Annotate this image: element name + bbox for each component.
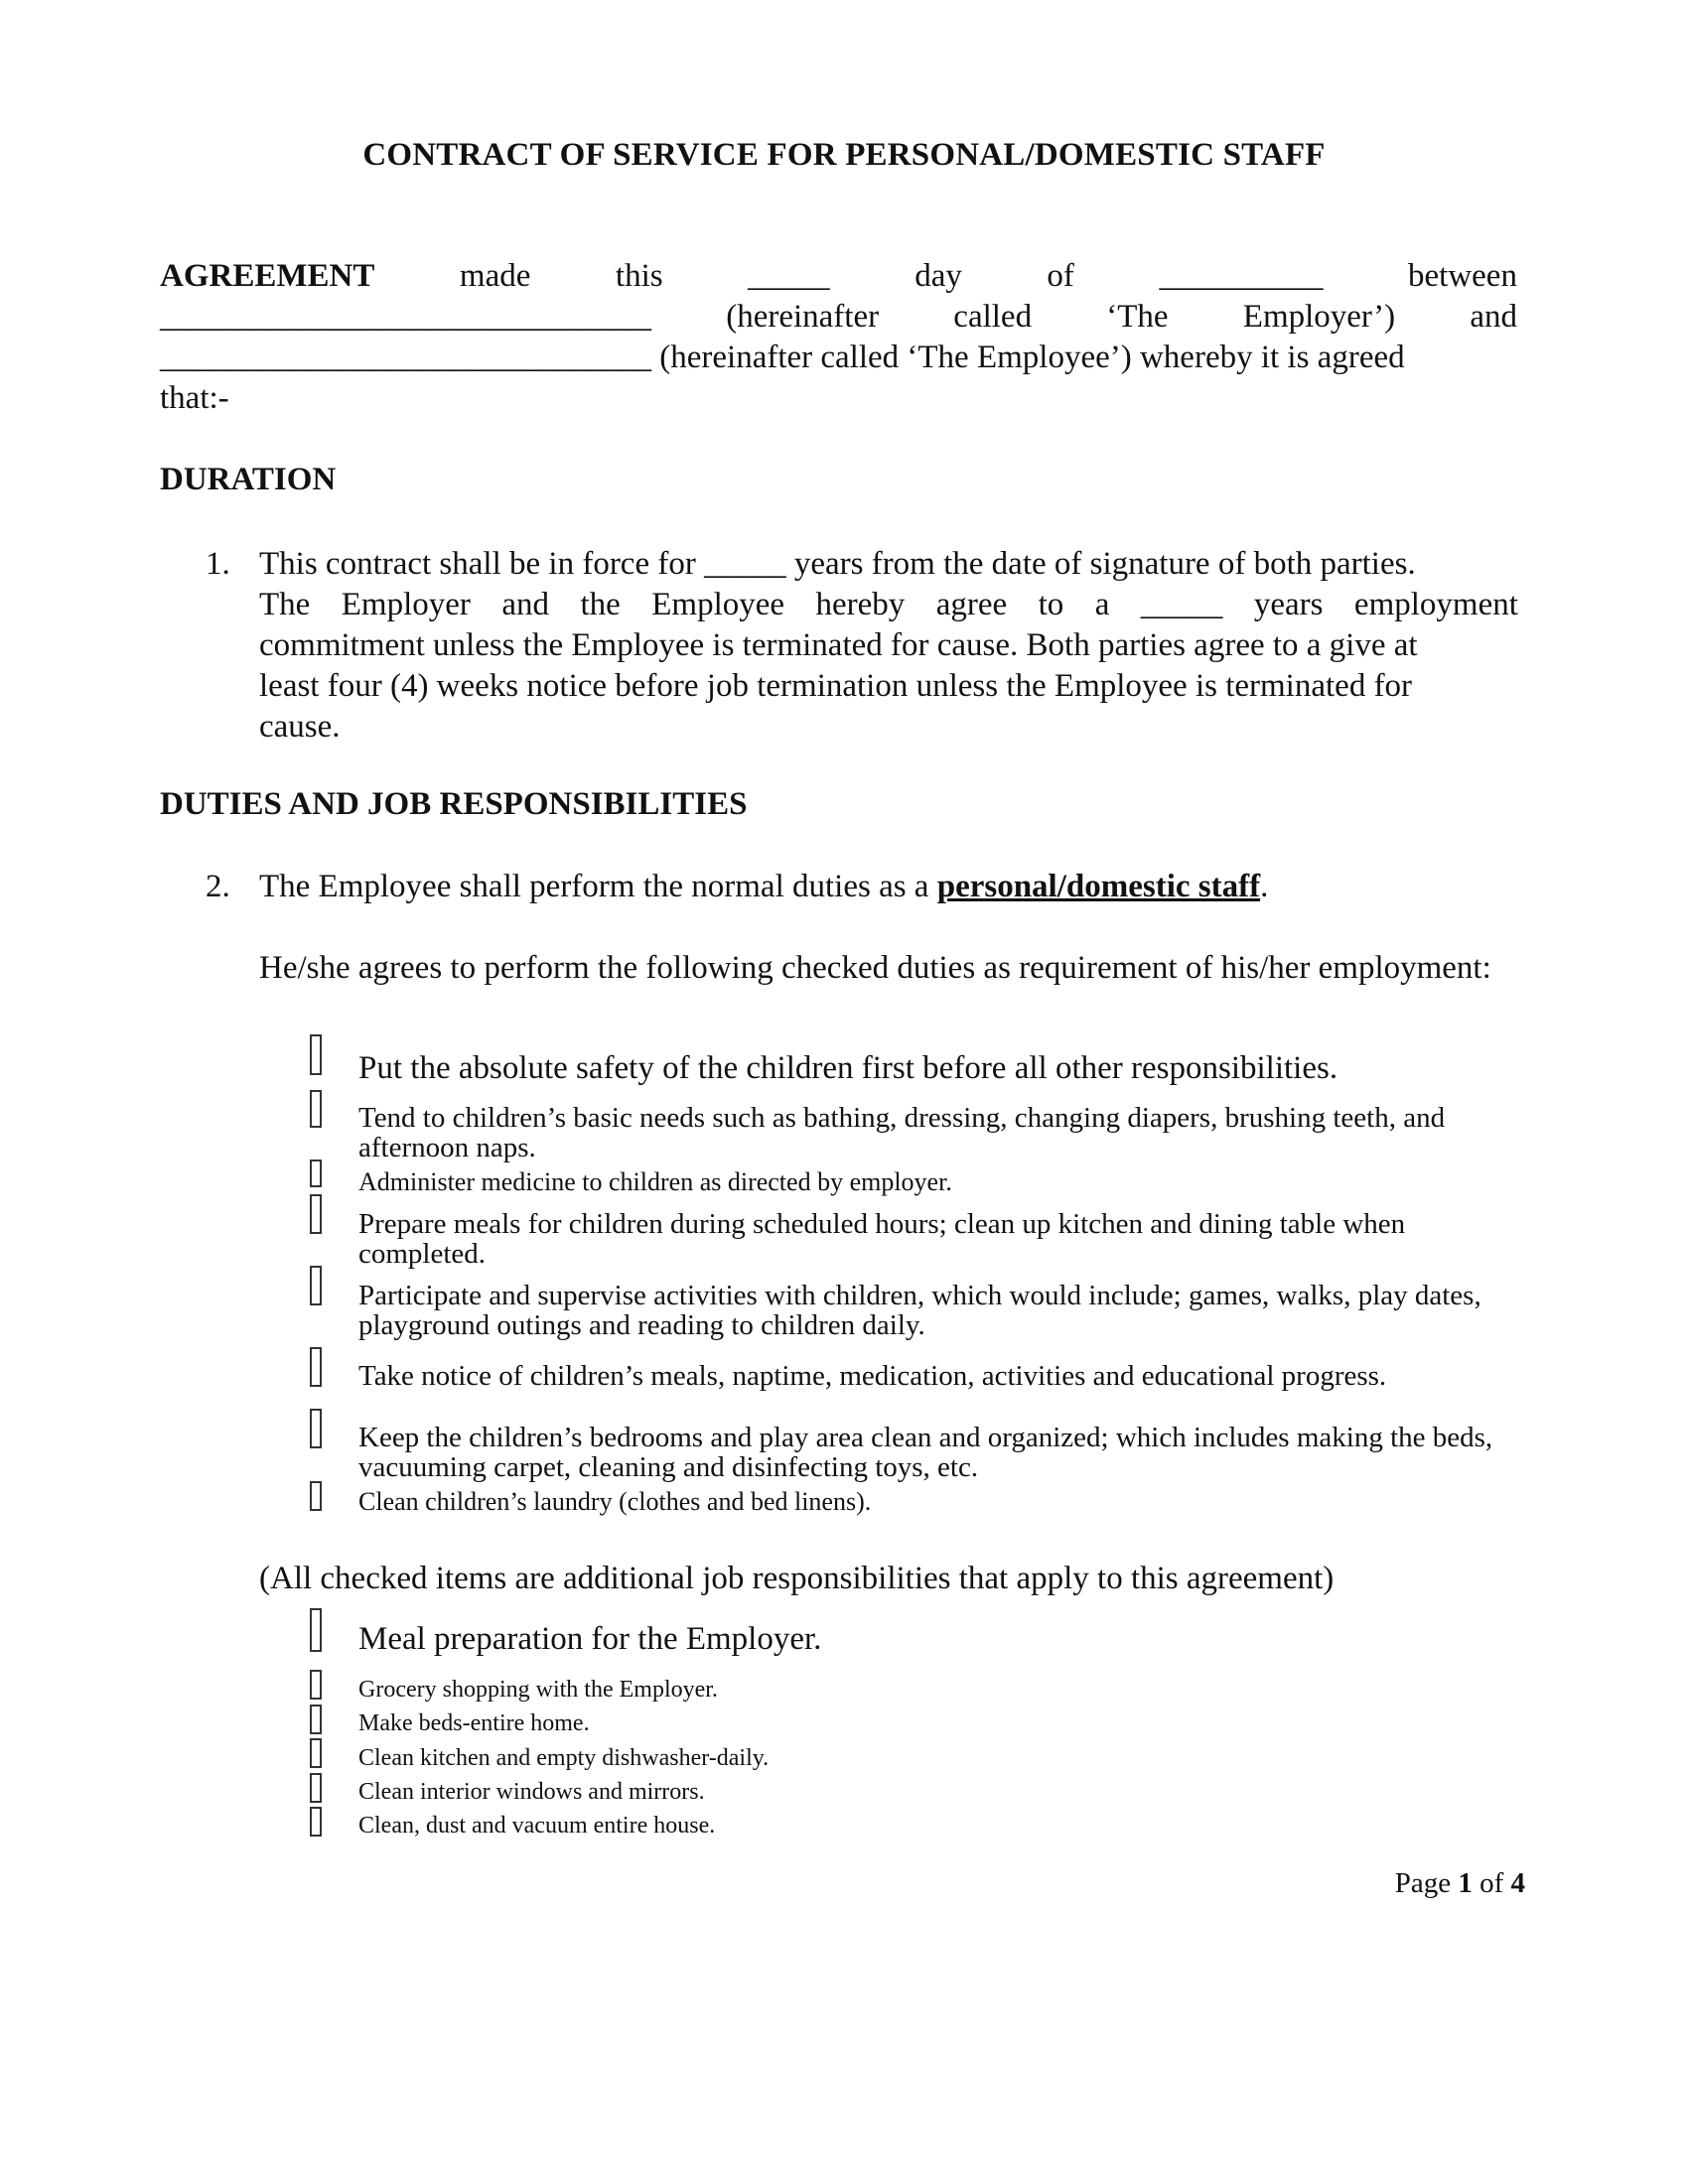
checkbox[interactable] xyxy=(310,1738,322,1768)
additional-duty-item: Make beds-entire home. xyxy=(358,1710,590,1736)
checkbox[interactable] xyxy=(310,1090,322,1128)
clause-line: This contract shall be in force for _____ years from the date of signature of both parties. xyxy=(259,546,1416,582)
additional-duty-item: Meal preparation for the Employer. xyxy=(358,1621,822,1657)
total-pages: 4 xyxy=(1510,1867,1525,1899)
additional-note: (All checked items are additional job responsibilities that apply to this agreement) xyxy=(259,1561,1335,1596)
checkbox[interactable] xyxy=(310,1670,322,1700)
agreement-word: Employer’) xyxy=(1242,299,1396,335)
duties-heading: DUTIES AND JOB RESPONSIBILITIES xyxy=(160,786,748,822)
duties-clause: 2. The Employee shall perform the normal duties as a personal/domestic staff. xyxy=(206,867,1518,907)
agreement-line-2 xyxy=(160,297,1517,338)
agreement-keyword: AGREEMENT xyxy=(160,258,375,294)
employee-name-blank: ______________________________ xyxy=(160,340,651,375)
duration-clause xyxy=(206,544,1518,748)
page-title: CONTRACT OF SERVICE FOR PERSONAL/DOMESTIC STAFF xyxy=(362,137,1326,173)
page-label: Page xyxy=(1394,1867,1459,1899)
checkbox[interactable] xyxy=(310,1034,322,1075)
additional-duty-item: Clean kitchen and empty dishwasher-daily. xyxy=(358,1745,770,1771)
checkbox[interactable] xyxy=(310,1266,322,1305)
checkbox[interactable] xyxy=(310,1347,322,1387)
checkbox[interactable] xyxy=(310,1194,322,1234)
duty-item: Tend to children’s basic needs such as bathing, dressing, changing diapers, brushing teeth, and afternoon naps. xyxy=(358,1102,1446,1163)
duty-item: Take notice of children’s meals, naptime, medication, activities and educational progress. xyxy=(358,1360,1387,1392)
years-blank: _____ xyxy=(1140,587,1223,622)
checkbox[interactable] xyxy=(310,1807,322,1837)
checkbox[interactable] xyxy=(310,1705,322,1734)
agreement-line-1 xyxy=(160,256,1517,297)
checkbox[interactable] xyxy=(310,1481,322,1511)
duty-item: Keep the children’s bedrooms and play area clean and organized; which includes making the beds, vacuuming carpet, cleaning and disinfecting toys, etc. xyxy=(358,1422,1493,1483)
clause-line: cause. xyxy=(259,709,341,745)
agreement-word: ‘The xyxy=(1106,299,1169,335)
clause-line: least four (4) weeks notice before job termination unless the Employee is terminated for xyxy=(259,668,1413,704)
duty-item: Participate and supervise activities with children, which would include; games, walks, play dates, playground outings and reading to children daily. xyxy=(358,1280,1481,1341)
clause-line: commitment unless the Employee is terminated for cause. Both parties agree to a give at xyxy=(259,627,1418,663)
duty-item: Prepare meals for children during scheduled hours; clean up kitchen and dining table when completed. xyxy=(358,1208,1406,1270)
duration-heading: DURATION xyxy=(160,462,337,497)
day-blank: _____ xyxy=(748,258,830,294)
current-page: 1 xyxy=(1458,1867,1473,1899)
agreement-word: made xyxy=(459,258,531,294)
agreement-word: and xyxy=(1470,299,1517,335)
of-label: of xyxy=(1472,1867,1511,1899)
agreement-word: (hereinafter xyxy=(726,299,880,335)
checkbox[interactable] xyxy=(310,1608,322,1652)
agreement-word: of xyxy=(1047,258,1074,294)
agreement-word: called xyxy=(953,299,1033,335)
clause-line: The Employer and the Employee hereby agree to a _____ years employment xyxy=(259,585,1518,625)
page-footer xyxy=(1395,1867,1525,1900)
agreement-word: this xyxy=(615,258,663,294)
agreement-word: between xyxy=(1408,258,1517,294)
agreement-line-3 xyxy=(160,338,1517,378)
agreement-clause xyxy=(160,256,1517,419)
checkbox[interactable] xyxy=(310,1773,322,1803)
duties-agree-text: He/she agrees to perform the following checked duties as requirement of his/her employment: xyxy=(259,950,1491,986)
additional-duty-item: Clean interior windows and mirrors. xyxy=(358,1779,705,1805)
additional-duty-item: Clean, dust and vacuum entire house. xyxy=(358,1813,716,1839)
agreement-line-4 xyxy=(160,378,1517,419)
duties-intro: The Employee shall perform the normal duties as a xyxy=(259,869,937,904)
role-title: personal/domestic staff xyxy=(936,869,1261,904)
duty-item: Put the absolute safety of the children first before all other responsibilities. xyxy=(358,1050,1338,1086)
agreement-text: (hereinafter called ‘The Employee’) whereby it is agreed xyxy=(651,340,1405,375)
checkbox[interactable] xyxy=(310,1409,322,1448)
employer-name-blank: ______________________________ xyxy=(160,299,651,335)
additional-duty-item: Grocery shopping with the Employer. xyxy=(358,1677,718,1703)
month-blank: __________ xyxy=(1159,258,1324,294)
clause-number: 1. xyxy=(206,546,230,582)
agreement-text: that:- xyxy=(160,380,229,416)
duty-item: Administer medicine to children as directed by employer. xyxy=(358,1167,952,1196)
clause-number: 2. xyxy=(206,869,230,904)
agreement-word: day xyxy=(914,258,962,294)
checkbox[interactable] xyxy=(310,1160,322,1187)
duty-item: Clean children’s laundry (clothes and bed linens). xyxy=(358,1487,872,1516)
